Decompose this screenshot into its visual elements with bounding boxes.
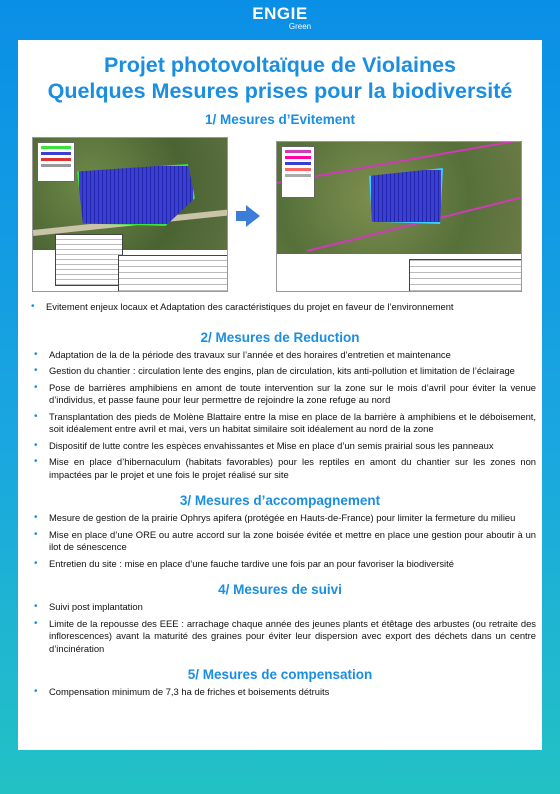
satellite-image-after <box>277 142 521 254</box>
list-item: • Compensation minimum de 7,3 ha de friches et boisements détruits <box>32 686 542 699</box>
list-item: • Entretien du site : mise en place d’une fauche tardive une fois par an pour favoriser la biodiversité <box>32 558 542 571</box>
section-heading-suivi: 4/ Mesures de suivi <box>218 582 342 597</box>
engie-logo <box>0 4 560 31</box>
section-heading-accompagnement: 3/ Mesures d’accompagnement <box>179 493 381 508</box>
section-heading-compensation: 5/ Mesures de compensation <box>187 667 373 682</box>
list-item: • Suivi post implantation <box>32 601 542 614</box>
maps-comparison <box>18 137 542 297</box>
reduction-list <box>32 349 542 482</box>
map-legend <box>37 142 75 182</box>
logo-brand: ENGIE <box>252 4 308 23</box>
list-item: • Mesure de gestion de la prairie Ophrys apifera (protégée en Hauts-de-France) pour limiter la fermeture du milieu <box>32 512 542 525</box>
list-item: • Limite de la repousse des EEE : arrachage chaque année des jeunes plants et étêtage des arbustes (ou retraite des inflorescences) avant la maturité des graines pour éviter leur dispersion avec export des déchets dans un centre d’incinération <box>32 618 542 656</box>
poster-title <box>18 52 542 104</box>
list-item: • Mise en place d’une ORE ou autre accord sur la zone boisée évitée et mettre en place une gestion pour aboutir à un ilot de sénescence <box>32 529 542 554</box>
logo-sub: Green <box>288 22 312 31</box>
compensation-list <box>32 686 542 699</box>
section-heading-reduction: 2/ Mesures de Reduction <box>200 329 360 345</box>
suivi-list <box>32 601 542 655</box>
map-data-table <box>55 234 123 286</box>
list-item: • Mise en place d’hibernaculum (habitats favorables) pour les reptiles en amont du chantier sur les zones non impactées par le projet et une fois le projet réalisé sur site <box>32 456 542 481</box>
list-item: • Transplantation des pieds de Molène Blattaire entre la mise en place de la barrière à amphibiens et le déboisement, soit idéalement entre avril et mai, vers un habitat similaire soit idéalement au nord de la zone <box>32 411 542 436</box>
poster-card <box>18 40 542 750</box>
arrow-right-icon <box>246 205 260 227</box>
accompagnement-list <box>32 512 542 570</box>
evitement-list <box>18 301 542 314</box>
list-item: • Adaptation de la de la période des travaux sur l’année et des horaires d’entretien et maintenance <box>32 349 542 362</box>
map-legend-after <box>281 146 315 198</box>
list-item: • Pose de barrières amphibiens en amont de toute intervention sur la zone sur le mois d’avril pour éviter la venue d’individus, et passe faune pour leur permettre de rejoindre la zone refuge au nord <box>32 382 542 407</box>
list-item: • Gestion du chantier : circulation lente des engins, plan de circulation, kits anti-pollution et limitation de l’éclairage <box>32 365 542 378</box>
section-heading-evitement: 1/ Mesures d’Evitement <box>204 112 356 127</box>
map-title-block <box>118 255 227 291</box>
title-line-1: Projet photovoltaïque de Violaines <box>103 53 457 77</box>
map-title-block-after <box>409 259 521 291</box>
map-after <box>276 141 522 292</box>
title-line-2: Quelques Mesures prises pour la biodiversité <box>47 79 513 103</box>
list-item: • Evitement enjeux locaux et Adaptation des caractéristiques du projet en faveur de l’environnement <box>18 301 542 314</box>
list-item: • Dispositif de lutte contre les espèces envahissantes et Mise en place d’un semis prairial sous les panneaux <box>32 440 542 453</box>
map-before <box>32 137 228 292</box>
